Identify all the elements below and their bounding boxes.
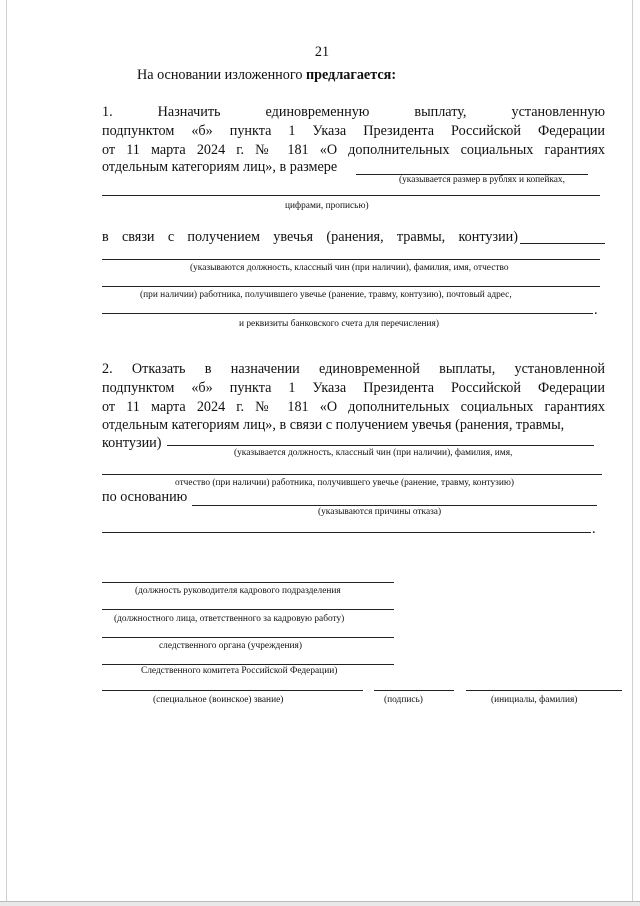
signature-line [374, 690, 454, 691]
hint-committee: Следственного комитета Российской Федерации) [141, 666, 338, 676]
hint-refusal-patronymic: отчество (при наличии) работника, получившего увечье (ранение, травму, контузию) [175, 478, 514, 488]
initials-line [466, 690, 622, 691]
item2-line2: подпунктом «б» пункта 1 Указа Президента Российской Федерации [102, 380, 605, 396]
injury-line-blank [520, 243, 605, 244]
item1-line2: подпунктом «б» пункта 1 Указа Президента Российской Федерации [102, 123, 605, 139]
hint-hr-head: (должность руководителя кадрового подразделения [135, 586, 341, 596]
basis-line [192, 505, 597, 506]
hint-patronymic: (при наличии) работника, получившего увечье (ранение, травму, контузию), почтовый адрес, [140, 290, 512, 300]
recipient-line-3 [102, 313, 593, 314]
scan-left-edge [6, 0, 7, 905]
item2-line3: от 11 марта 2024 г. № 181 «О дополнительных социальных гарантиях [102, 399, 605, 415]
basis-label: по основанию [102, 489, 188, 505]
item1-end-dot: . [594, 302, 598, 318]
item1-line3: от 11 марта 2024 г. № 181 «О дополнительных социальных гарантиях [102, 142, 605, 158]
hint-refusal-position: (указывается должность, классный чин (при наличии), фамилия, имя, [234, 448, 513, 458]
item2-line5: контузии) [102, 435, 162, 451]
basis-line-2 [102, 532, 591, 533]
amount-words-line [102, 195, 600, 196]
sign-line-3 [102, 637, 394, 638]
item2-end-dot: . [592, 521, 596, 537]
recipient-line-2 [102, 286, 600, 287]
hint-position: (указываются должность, классный чин (при наличии), фамилия, имя, отчество [190, 263, 509, 273]
hint-reasons: (указываются причины отказа) [318, 507, 442, 517]
scan-bottom-edge [0, 901, 640, 906]
page-number: 21 [314, 44, 330, 60]
sign-line-1 [102, 582, 394, 583]
heading-lead: На основании изложенного [137, 67, 303, 83]
hint-investigative-body: следственного органа (учреждения) [159, 641, 302, 651]
sign-line-4 [102, 664, 394, 665]
hint-bank: и реквизиты банковского счета для перечисления) [239, 319, 439, 329]
sign-line-2 [102, 609, 394, 610]
scan-right-edge [632, 0, 633, 905]
hint-words: цифрами, прописью) [285, 201, 369, 211]
section-heading [137, 67, 396, 84]
heading-bold: предлагается: [305, 67, 397, 83]
hint-responsible: (должностного лица, ответственного за кадровую работу) [114, 614, 345, 624]
hint-signature: (подпись) [384, 695, 423, 705]
item2-line1: 2. Отказать в назначении единовременной выплаты, установленной [102, 361, 605, 377]
item2-line4: отдельным категориям лиц», в связи с получением увечья (ранения, травмы, [102, 417, 565, 433]
item1-line4: отдельным категориям лиц», в размере [102, 159, 338, 175]
item1-injury-line: в связи с получением увечья (ранения, травмы, контузии) [102, 229, 518, 245]
hint-amount: (указывается размер в рублях и копейках, [399, 175, 565, 185]
hint-rank: (специальное (воинское) звание) [153, 695, 284, 705]
rank-line [102, 690, 363, 691]
item1-line1: 1. Назначить единовременную выплату, установленную [102, 104, 605, 120]
hint-initials: (инициалы, фамилия) [491, 695, 578, 705]
recipient-line-1 [102, 259, 600, 260]
refusal-recipient-line-1 [167, 445, 594, 446]
refusal-recipient-line-2 [102, 474, 602, 475]
